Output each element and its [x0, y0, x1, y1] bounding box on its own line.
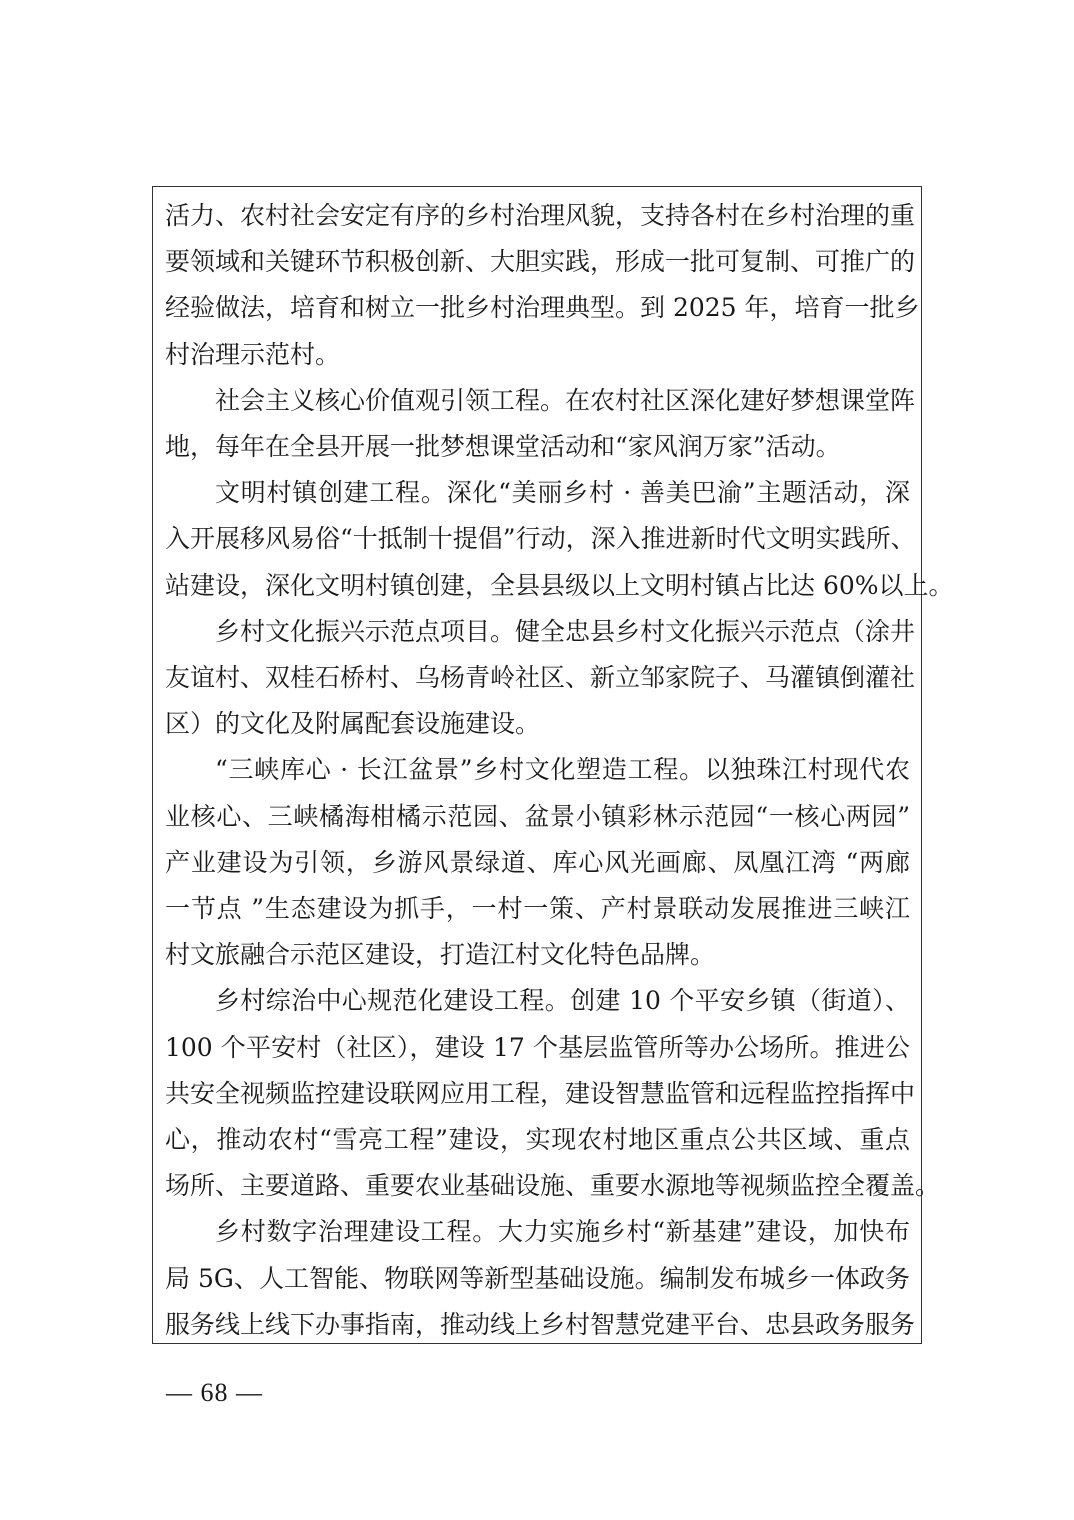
text-line: 服务线上线下办事指南，推动线上乡村智慧党建平台、忠县政务服务: [165, 1309, 916, 1339]
page-number: — 68 —: [166, 1378, 263, 1407]
text-line: 经验做法，培育和树立一批乡村治理典型。到 2025 年，培育一批乡: [165, 293, 920, 323]
text-line: 活力、农村社会安定有序的乡村治理风貌，支持各村在乡村治理的重: [165, 201, 916, 230]
text-line: 文明村镇创建工程。深化“美丽乡村 · 善美巴渝”主题活动，深: [215, 478, 910, 508]
text-line: 乡村综治中心规范化建设工程。创建 10 个平安乡镇（街道）、: [215, 986, 910, 1016]
text-line: 友谊村、双桂石桥村、乌杨青岭社区、新立邹家院子、马灌镇倒灌社: [165, 663, 916, 692]
text-line: 站建设，深化文明村镇创建，全县县级以上文明村镇占比达 60%以上。: [165, 570, 954, 600]
text-line: 业核心、三峡橘海柑橘示范园、盆景小镇彩林示范园“一核心两园”: [165, 801, 910, 831]
text-line: 场所、主要道路、重要农业基础设施、重要水源地等视频监控全覆盖。: [165, 1171, 941, 1201]
text-line: 社会主义核心价值观引领工程。在农村社区深化建好梦想课堂阵: [215, 385, 916, 415]
text-line: 产业建设为引领，乡游风景绿道、库心风光画廊、凤凰江湾 “两廊: [165, 847, 910, 877]
text-line: 村文旅融合示范区建设，打造江村文化特色品牌。: [165, 940, 716, 970]
text-line: “三峡库心 · 长江盆景”乡村文化塑造工程。以独珠江村现代农: [215, 755, 910, 785]
text-line: 100 个平安村（社区），建设 17 个基层监管所等办公场所。推进公: [165, 1032, 910, 1062]
text-line: 局 5G、人工智能、物联网等新型基础设施。编制发布城乡一体政务: [165, 1263, 910, 1293]
text-line: 区）的文化及附属配套设施建设。: [165, 709, 541, 739]
text-line: 一节点 ”生态建设为抓手，一村一策、产村景联动发展推进三峡江: [165, 894, 910, 923]
text-line: 地，每年在全县开展一批梦想课堂活动和“家风润万家”活动。: [165, 432, 841, 461]
text-line: 入开展移风易俗“十抵制十提倡”行动，深入推进新时代文明实践所、: [165, 524, 916, 554]
text-line: 共安全视频监控建设联网应用工程，建设智慧监管和远程监控指挥中: [165, 1078, 916, 1108]
text-line: 心，推动农村“雪亮工程”建设，实现农村地区重点公共区域、重点: [165, 1125, 910, 1154]
text-line: 乡村文化振兴示范点项目。健全忠县乡村文化振兴示范点（涂井: [215, 616, 916, 646]
text-line: 村治理示范村。: [165, 339, 341, 369]
text-line: 要领域和关键环节积极创新、大胆实践，形成一批可复制、可推广的: [165, 247, 916, 277]
text-line: 乡村数字治理建设工程。大力实施乡村“新基建”建设，加快布: [215, 1217, 910, 1247]
